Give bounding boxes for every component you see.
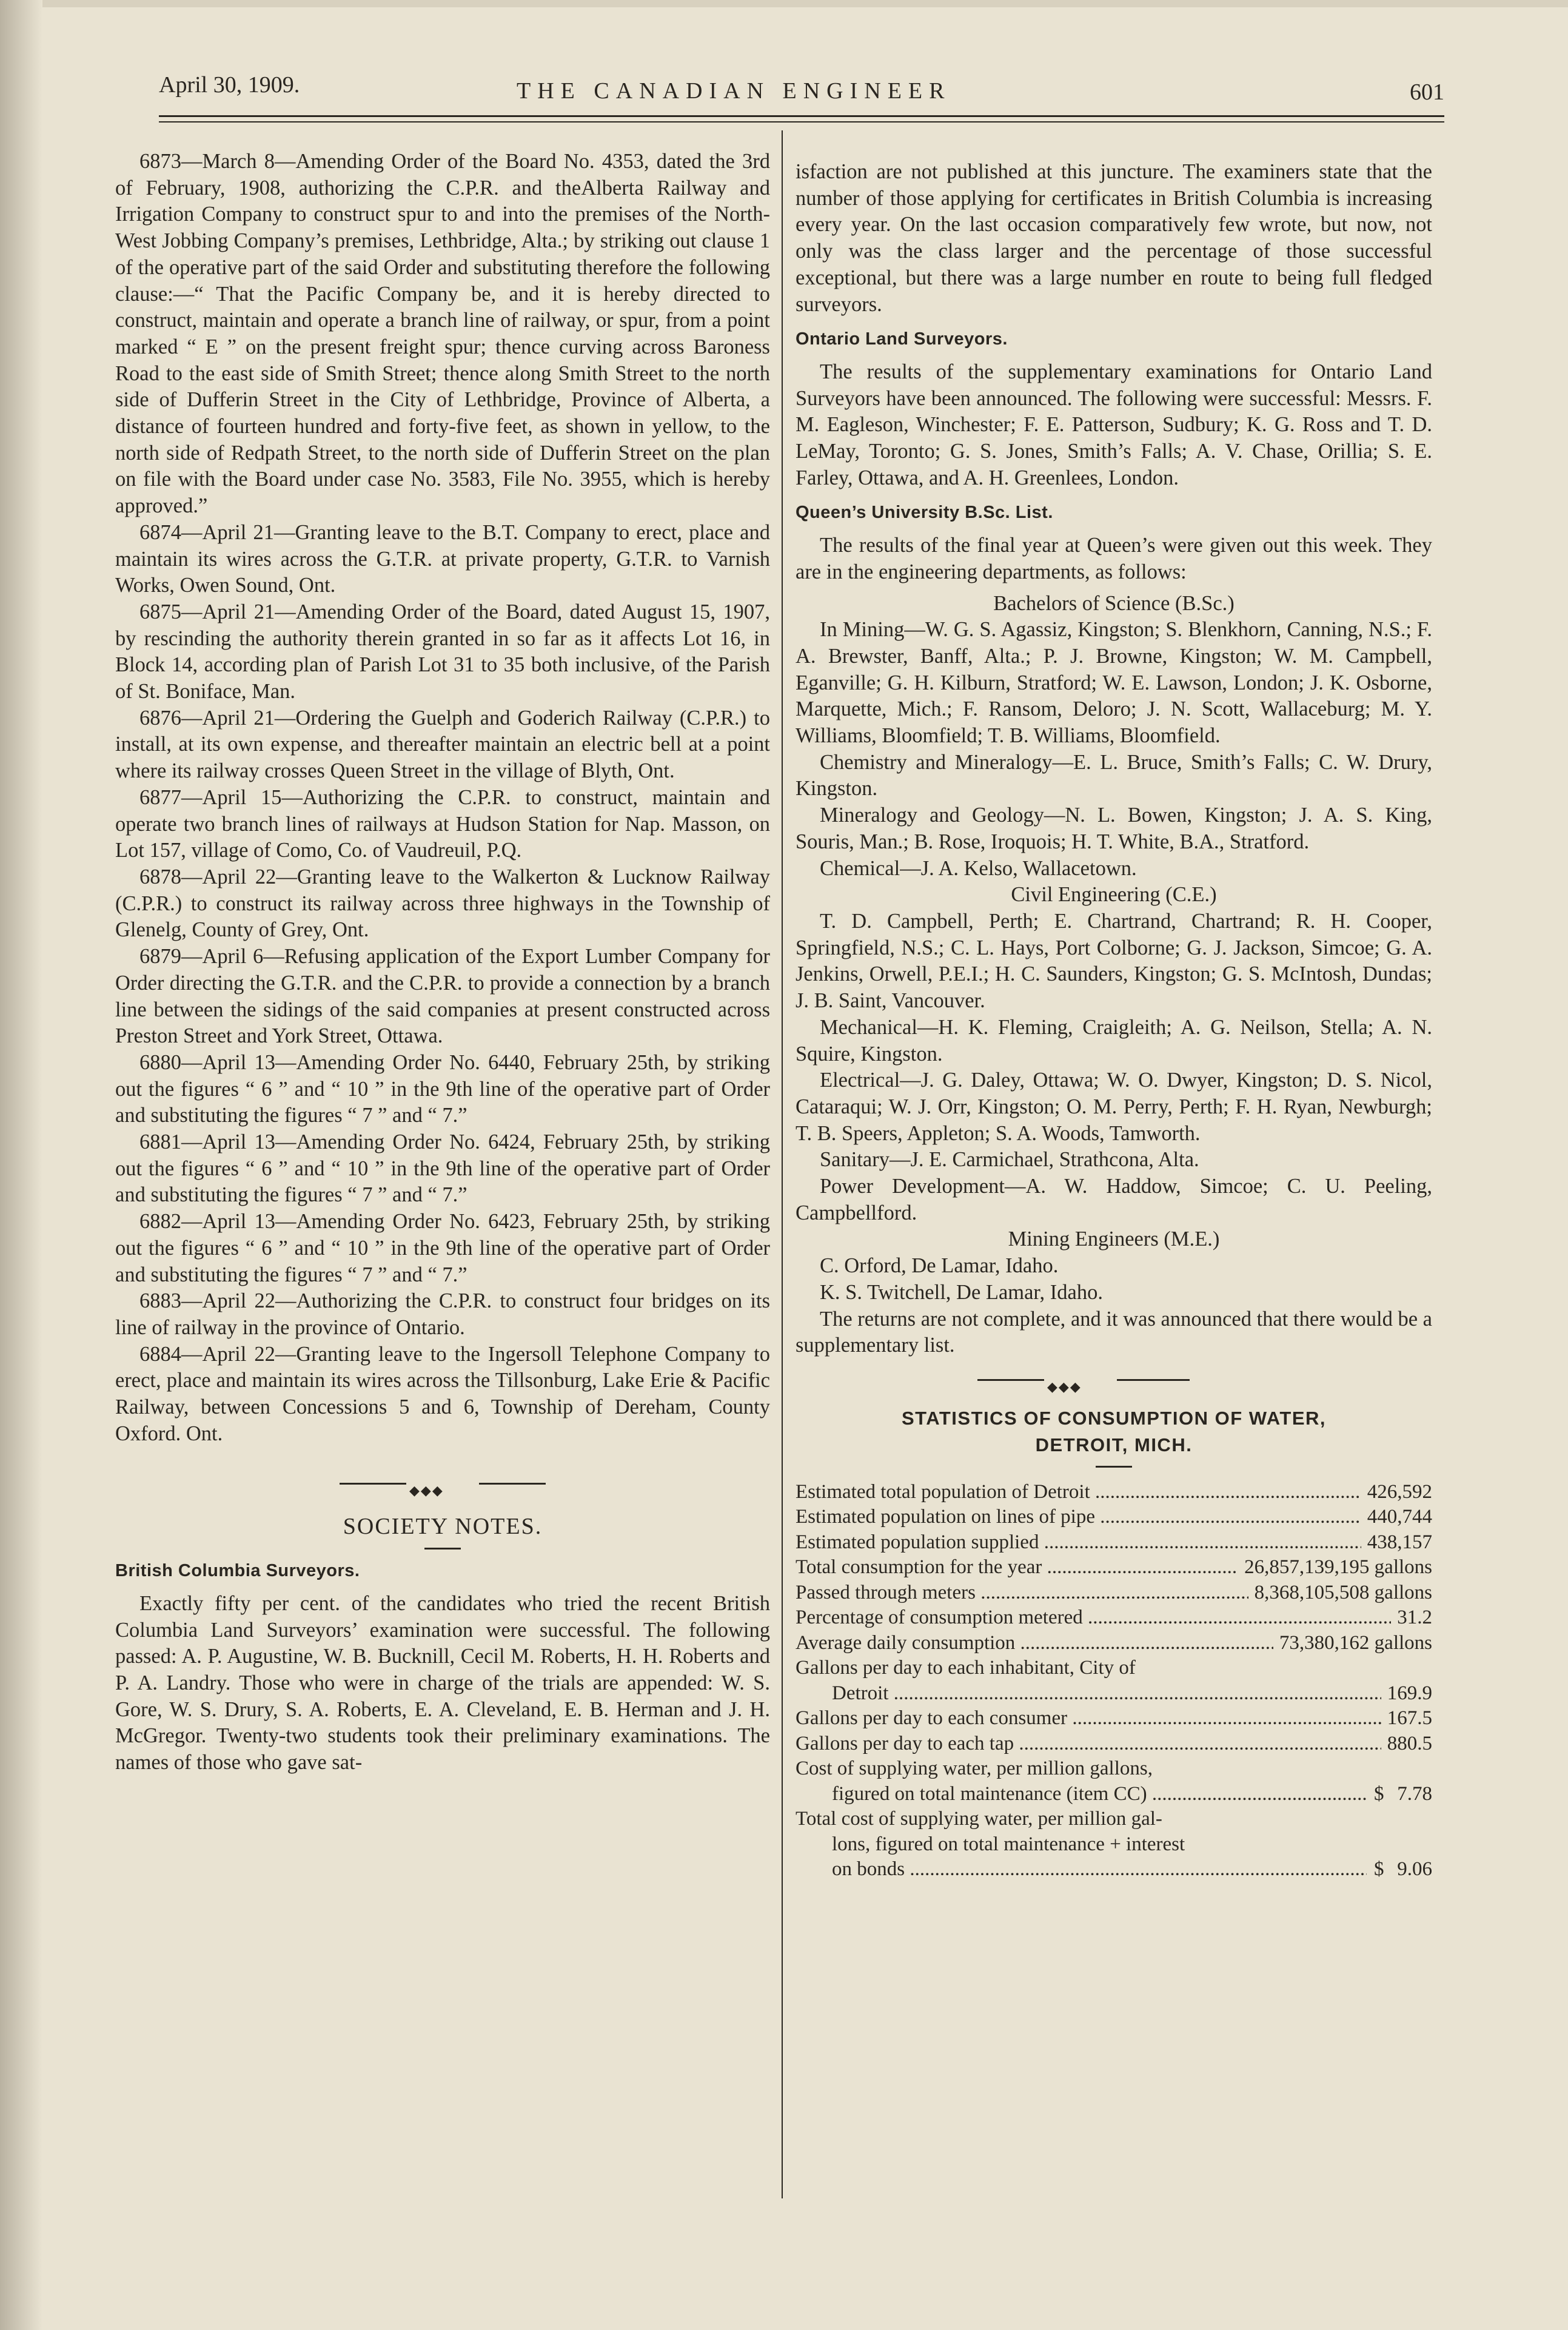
- order-6884: 6884—April 22—Granting leave to the Ingersoll Telephone Company to erect, place and maintain its wires across the Tillsonburg, Lake Erie & Pacific Railway, between Concessions 5 and 6, Township of Dereham, County Oxford. Ont.: [115, 1342, 770, 1445]
- ce-heading: Civil Engineering (C.E.): [1011, 883, 1217, 907]
- stat-row-line: lons, figured on total maintenance + interest: [832, 1833, 1185, 1855]
- closing-note: The returns are not complete, and it was announced that there would be a supplementary list.: [796, 1307, 1432, 1357]
- bsc-mineralogy-geology: Mineralogy and Geology—N. L. Bowen, Kingston; J. A. S. King, Souris, Man.; B. Rose, Iroquois; H. T. White, B.A., Stratford.: [796, 804, 1432, 853]
- ontario-heading: Ontario Land Surveyors.: [796, 329, 1008, 349]
- column-divider: [782, 130, 783, 2198]
- order-6883: 6883—April 22—Authorizing the C.P.R. to construct four bridges on its line of railway in the province of Ontario.: [115, 1289, 770, 1339]
- queens-intro: The results of the final year at Queen’s were given out this week. They are in the engineering departments, as follows:: [796, 534, 1432, 583]
- bc-surveyors-text: Exactly fifty per cent. of the candidates who tried the recent British Columbia Land Surveyors’ examination were successful. The following passed: A. P. Augustine, W. B. Bucknill, Cecil M. Roberts, H. H. Roberts and P. A. Landry. Those who were in charge of the trials are appended: W. S. Gore, W. S. Drury, S. A. Roberts, E. A. Cleveland, E. B. Herman and J. H. McGregor. Twenty-two students took their preliminary examinations. The names of those who gave sat-: [115, 1591, 770, 1774]
- ce-mechanical: Mechanical—H. K. Fleming, Craigleith; A. G. Neilson, Stella; A. N. Squire, Kingston.: [796, 1015, 1432, 1066]
- stat-row: on bonds ..... $ 9.06: [796, 1857, 1432, 1882]
- stat-row: Percentage of consumption metered ..... 31.2: [796, 1605, 1432, 1631]
- order-6879: 6879—April 6—Refusing application of the Export Lumber Company for Order directing the G.T.R. and the C.P.R. to provide a connection by a branch line between the sidings of the said companies at present constructed across Preston Street and York Street, Ottawa.: [115, 945, 770, 1048]
- stats-underline: [1096, 1466, 1132, 1468]
- stat-row: Gallons per day to each tap ..... 880.5: [796, 1731, 1432, 1757]
- title-underline: [424, 1548, 461, 1549]
- bsc-chemistry-mineralogy: Chemistry and Mineralogy—E. L. Bruce, Smith’s Falls; C. W. Drury, Kingston.: [796, 750, 1432, 801]
- me-entry-2: K. S. Twitchell, De Lamar, Idaho.: [820, 1280, 1103, 1304]
- order-6873: 6873—March 8—Amending Order of the Board No. 4353, dated the 3rd of February, 1908, authorizing the C.P.R. and theAlberta Railway and Irrigation Company to construct spur to and into the premises of the North-West Jobbing Company’s premises, Lethbridge, Alta.; by striking out clause 1 of the operative part of the said Order and substituting therefore the following clause:—“ That the Pacific Company be, and it is hereby directed to construct, maintain and operate a branch line of railway, or spur, from a point marked “ E ” on the present freight spur; thence curving across Baroness Road to the east side of Smith Street; thence along Smith Street to the north side of Dufferin Street in the City of Lethbridge, Province of Alberta, a distance of fourteen hundred and forty-five feet, as shown in yellow, to the north side of Redpath Street, to the north side of Dufferin Street on the plan on file with the Board under case No. 3583, File No. 3955, which is hereby approved.”: [115, 150, 770, 518]
- page-top-edge: [0, 0, 1568, 7]
- order-6882: 6882—April 13—Amending Order No. 6423, February 25th, by striking out the figures “ 6 ” and “ 10 ” in the 9th line of the operative part of Order and substituting the figures “ 7 ” and “ 7.”: [115, 1210, 770, 1286]
- ce-electrical: Electrical—J. G. Daley, Ottawa; W. O. Dwyer, Kingston; D. S. Nicol, Cataraqui; W. J. Orr, Kingston; O. M. Perry, Perth; F. H. Ryan, Newburgh; T. B. Speers, Appleton; S. A. Woods, Tamworth.: [796, 1069, 1432, 1145]
- stat-row: figured on total maintenance (item CC) ..... $ 7.78: [796, 1782, 1432, 1807]
- stat-row: Gallons per day to each consumer ..... 167.5: [796, 1706, 1432, 1731]
- journal-title: THE CANADIAN ENGINEER: [517, 78, 951, 104]
- ontario-text: The results of the supplementary examinations for Ontario Land Surveyors have been announced. The following were successful: Messrs. F. M. Eagleson, Winchester; F. E. Patterson, Sudbury; K. G. Ross and T. D. LeMay, Toronto; G. S. Jones, Smith’s Falls; A. V. Chase, Orillia; S. E. Farley, Ottawa, and A. H. Greenlees, London.: [796, 360, 1432, 489]
- right-column: [796, 159, 1432, 1882]
- ce-civil: T. D. Campbell, Perth; E. Chartrand, Chartrand; R. H. Cooper, Springfield, N.S.; C. L. Hays, Port Colborne; G. J. Jackson, Simcoe; G. A. Jenkins, Orwell, P.E.I.; H. C. Saunders, Kingston; G. S. McIntosh, Dundas; J. B. Saint, Vancouver.: [796, 909, 1432, 1013]
- stat-row: Detroit ..... 169.9: [796, 1681, 1432, 1707]
- stats-title-line-1: STATISTICS OF CONSUMPTION OF WATER,: [901, 1407, 1327, 1429]
- order-6876: 6876—April 21—Ordering the Guelph and Goderich Railway (C.P.R.) to install, at its own expense, and thereafter maintain an electric bell at a point where its railway crosses Queen Street in the village of Blyth, Ont.: [115, 706, 770, 783]
- order-6881: 6881—April 13—Amending Order No. 6424, February 25th, by striking out the figures “ 6 ” and “ 10 ” in the 9th line of the operative part of Order and substituting the figures “ 7 ” and “ 7.”: [115, 1130, 770, 1207]
- stat-row: Estimated total population of Detroit ..... 426,592: [796, 1480, 1432, 1505]
- stat-row: Estimated population supplied ..... 438,157: [796, 1530, 1432, 1556]
- stat-row-line: Gallons per day to each inhabitant, City of: [796, 1657, 1136, 1679]
- order-6880: 6880—April 13—Amending Order No. 6440, February 25th, by striking out the figures “ 6 ” and “ 10 ” in the 9th line of the operative part of Order and substituting the figures “ 7 ” and “ 7.”: [115, 1050, 770, 1127]
- left-column: [115, 149, 770, 1776]
- header-rule-top: [159, 115, 1444, 117]
- order-6877: 6877—April 15—Authorizing the C.P.R. to construct, maintain and operate two branch lines of railways at Hudson Station for Nap. Masson, on Lot 157, village of Como, Co. of Vaudreuil, P.Q.: [115, 785, 770, 862]
- stat-row: Average daily consumption ..... 73,380,162 gallons: [796, 1631, 1432, 1656]
- bc-surveyors-continued: isfaction are not published at this juncture. The examiners state that the number of those applying for certificates in British Columbia is increasing every year. On the last occasion comparatively few wrote, but now, not only was the class larger and the percentage of those successful exceptional, but there was a large number en route to being full fledged surveyors.: [796, 160, 1432, 316]
- order-6875: 6875—April 21—Amending Order of the Board, dated August 15, 1907, by rescinding the authority therein granted in so far as it affects Lot 16, in Block 14, according plan of Parish Lot 31 to 35 both inclusive, of the Parish of St. Boniface, Man.: [115, 600, 770, 703]
- stat-row-line: Total cost of supplying water, per million gal-: [796, 1808, 1162, 1830]
- queens-heading: Queen’s University B.Sc. List.: [796, 503, 1053, 523]
- me-entry-1: C. Orford, De Lamar, Idaho.: [820, 1254, 1059, 1278]
- bsc-heading: Bachelors of Science (B.Sc.): [993, 591, 1235, 615]
- ce-sanitary: Sanitary—J. E. Carmichael, Strathcona, Alta.: [820, 1148, 1199, 1172]
- binding-shadow: [0, 0, 42, 2330]
- me-heading: Mining Engineers (M.E.): [1008, 1227, 1220, 1251]
- header-rule-bottom: [159, 121, 1444, 123]
- page-number: 601: [1410, 79, 1444, 105]
- stats-title-line-2: DETROIT, MICH.: [1035, 1434, 1193, 1455]
- stats-table: [796, 1480, 1432, 1882]
- ce-power: Power Development—A. W. Haddow, Simcoe; C. U. Peeling, Campbellford.: [796, 1175, 1432, 1224]
- running-header: [159, 72, 1444, 114]
- bc-surveyors-heading: British Columbia Surveyors.: [115, 1561, 360, 1581]
- stat-row-line: Cost of supplying water, per million gallons,: [796, 1758, 1153, 1780]
- stat-row: Total consumption for the year ..... 26,857,139,195 gallons: [796, 1555, 1432, 1580]
- section-ornament-right: ◆◆◆: [796, 1368, 1432, 1392]
- stat-row: Passed through meters ..... 8,368,105,508 gallons: [796, 1580, 1432, 1606]
- section-ornament: ◆◆◆: [115, 1471, 770, 1496]
- society-notes-title: SOCIETY NOTES.: [343, 1514, 543, 1540]
- issue-date: April 30, 1909.: [159, 72, 300, 98]
- bsc-chemical: Chemical—J. A. Kelso, Wallacetown.: [820, 856, 1137, 880]
- stat-row: Estimated population on lines of pipe ..... 440,744: [796, 1505, 1432, 1530]
- order-6878: 6878—April 22—Granting leave to the Walkerton & Lucknow Railway (C.P.R.) to construct its railway across three highways in the Township of Glenelg, County of Grey, Ont.: [115, 865, 770, 942]
- bsc-mining: In Mining—W. G. S. Agassiz, Kingston; S. Blenkhorn, Canning, N.S.; F. A. Brewster, Banff, Alta.; P. J. Browne, Kingston; W. M. Campbell, Eganville; G. H. Kilburn, Stratford; W. E. Lawson, London; J. K. Osborne, Marquette, Mich.; F. Ransom, Deloro; J. N. Scott, Wallaceburg; M. Y. Williams, Bloomfield; T. B. Williams, Bloomfield.: [796, 618, 1432, 748]
- order-6874: 6874—April 21—Granting leave to the B.T. Company to erect, place and maintain its wires across the G.T.R. at private property, G.T.R. to Varnish Works, Owen Sound, Ont.: [115, 520, 770, 597]
